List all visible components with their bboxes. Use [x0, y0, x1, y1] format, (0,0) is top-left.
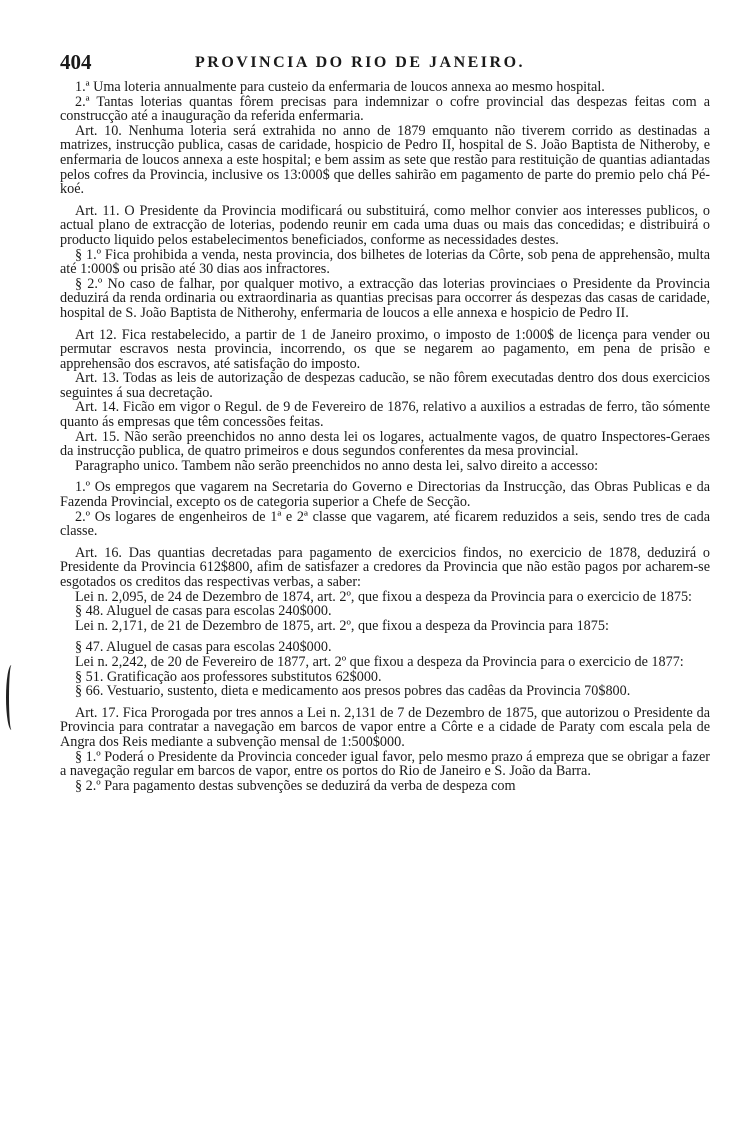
article-16: Art. 16. Das quantias decretadas para pagamento de exercicios findos, no exercicio de 1878, deduzirá o Presidente da Provincia 612$800, afim de satisfazer a credores da Provincia que não estão pagos por acharem-se esgotados os creditos das respectivas verbas, a saber: — [60, 544, 710, 590]
article-11: Art. 11. O Presidente da Provincia modificará ou substituirá, como melhor convier aos interesses publicos, o actual plano de extracção de loterias, podendo reunir em cada uma duas ou mais das concedidas; e distribuirá o producto liquido pelos estabelecimentos beneficiados, conforme as necessidades destes. — [60, 202, 710, 248]
law-2095-section-48: § 48. Aluguel de casas para escolas 240$000. — [75, 603, 332, 620]
article-15-item-2: 2.º Os logares de engenheiros de 1ª e 2ª classe que vagarem, até ficarem reduzidos a seis, sendo tres de cada classe. — [60, 508, 710, 540]
article-15: Art. 15. Não serão preenchidos no anno desta lei os logares, actualmente vagos, de quatro Inspectores-Geraes da instrucção publica, de quatro primeiros e dous segundos conferentes da mesa provincial. — [60, 428, 710, 460]
article-10: Art. 10. Nenhuma loteria será extrahida no anno de 1879 emquanto não tiverem corrido as destinadas a matrizes, instrucção publica, casas de caridade, hospicio de Pedro II, hospital de S. João Baptista de Nitheroby, e enfermaria de loucos annexa a este hospital; e bem assim as sete que restão para restituição de quantias adiantadas pelos cofres da Provincia, inclusive os 13:000$ que delles sahirão em pagamento de parte do premio pelo chá Pé-koé. — [60, 122, 710, 198]
page-number: 404 — [60, 50, 92, 74]
article-13: Art. 13. Todas as leis de autorização de despezas caducão, se não fôrem executadas dentro dos dous exercicios seguintes á sua decretação. — [60, 370, 710, 401]
article-12: Art 12. Fica restabelecido, a partir de 1 de Janeiro proximo, o imposto de 1:000$ de licença para vender ou permutar escravos nesta provincia, incorrendo, os que se negarem ao pagamento, em pena de prisão e apprehensão dos escravos, até satisfação do imposto. — [60, 326, 710, 372]
article-15-sole-paragraph: Paragrapho unico. Tambem não serão preenchidos no anno desta lei, salvo direito a accesso: — [75, 457, 599, 474]
clause-1: 1.ª Uma loteria annualmente para custeio da enfermaria de loucos annexa ao mesmo hospital. — [75, 79, 605, 95]
running-title: PROVINCIA DO RIO DE JANEIRO. — [195, 54, 526, 71]
law-2242: Lei n. 2,242, de 20 de Fevereiro de 1877, art. 2º que fixou a despeza da Provincia para o exercicio de 1877: — [75, 653, 684, 670]
law-2171-section-47: § 47. Aluguel de casas para escolas 240$000. — [75, 639, 332, 656]
law-2242-section-51: § 51. Gratificação aos professores substitutos 62$000. — [75, 668, 382, 685]
article-11-paragraph-2: § 2.º No caso de falhar, por qualquer motivo, a extracção das loterias provinciaes o Presidente da Provincia deduzirá da renda ordinaria ou extraordinaria as quantias precisas para occorrer ás despezas das casas de caridade, hospital de S. João Baptista de Nitherohy, enfermaria de loucos a elle annexa e hospicio de Pedro II. — [60, 275, 710, 321]
clause-2: 2.ª Tantas loterias quantas fôrem precisas para indemnizar o cofre provincial das despezas feitas com a construcção até a inauguração da referida enfermaria. — [60, 93, 710, 125]
margin-bracket-mark — [6, 665, 17, 730]
article-14: Art. 14. Ficão em vigor o Regul. de 9 de Fevereiro de 1876, relativo a auxilios a estradas de ferro, tão sómente quanto ás empresas que têm concessões feitas. — [60, 399, 710, 431]
article-17: Art. 17. Fica Prorogada por tres annos a Lei n. 2,131 de 7 de Dezembro de 1875, que autorizou o Presidente da Provincia para contratar a navegação em barcos de vapor entre a Côrte e a cidade de Paraty com escala pela de Angra dos Reis mediante a subvenção mensal de 1:500$000. — [60, 704, 710, 750]
page-header — [60, 50, 710, 76]
article-17-paragraph-2: § 2.º Para pagamento destas subvenções se deduzirá da verba de despeza com — [75, 777, 516, 794]
law-2242-section-66: § 66. Vestuario, sustento, dieta e medicamento aos presos pobres das cadêas da Provincia 70$800. — [75, 683, 631, 700]
article-17-paragraph-1: § 1.º Poderá o Presidente da Provincia conceder igual favor, pelo mesmo prazo á empreza que se obrigar a fazer a navegação regular em barcos de vapor, entre os portos do Rio de Janeiro e S. João da Barra. — [60, 748, 710, 780]
law-2171: Lei n. 2,171, de 21 de Dezembro de 1875, art. 2º, que fixou a despeza da Provincia para 1875: — [75, 617, 609, 634]
article-11-paragraph-1: § 1.º Fica prohibida a venda, nesta provincia, dos bilhetes de loterias da Côrte, sob pena de apprehensão, multa até 1:000$ ou prisão até 30 dias aos infractores. — [60, 246, 710, 278]
law-2095: Lei n. 2,095, de 24 de Dezembro de 1874, art. 2º, que fixou a despeza da Provincia para o exercicio de 1875: — [75, 588, 693, 605]
article-15-item-1: 1.º Os empregos que vagarem na Secretaria do Governo e Directorias da Instrucção, das Obras Publicas e da Fazenda Provincial, excepto os de categoria superior a Chefe de Secção. — [60, 479, 710, 511]
document-page — [60, 50, 710, 793]
